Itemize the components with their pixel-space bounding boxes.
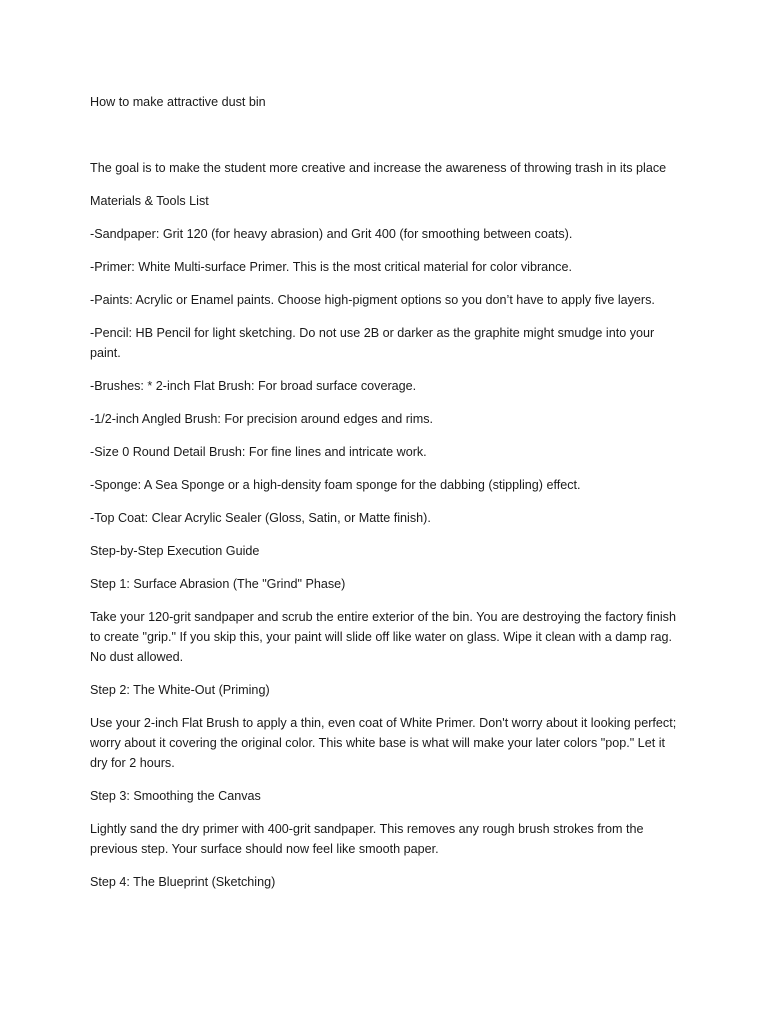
step-2-heading: Step 2: The White-Out (Priming) (90, 683, 270, 697)
material-sandpaper: -Sandpaper: Grit 120 (for heavy abrasion) and Grit 400 (for smoothing between coats). (90, 227, 573, 241)
material-primer: -Primer: White Multi-surface Primer. This is the most critical material for color vibrance. (90, 260, 572, 274)
document-body (90, 92, 680, 905)
guide-heading: Step-by-Step Execution Guide (90, 544, 260, 558)
material-top-coat: -Top Coat: Clear Acrylic Sealer (Gloss, Satin, or Matte finish). (90, 511, 431, 525)
material-brushes: -Brushes: * 2-inch Flat Brush: For broad surface coverage. (90, 379, 417, 393)
material-paints: -Paints: Acrylic or Enamel paints. Choose high-pigment options so you don’t have to apply five layers. (90, 293, 655, 307)
material-sponge: -Sponge: A Sea Sponge or a high-density foam sponge for the dabbing (stippling) effect. (90, 478, 581, 492)
step-1-body: Take your 120-grit sandpaper and scrub the entire exterior of the bin. You are destroying the factory finish to create "grip." If you skip this, your paint will slide off like water on glass. Wipe it clean with a damp rag. No dust allowed. (90, 610, 676, 664)
document-title: How to make attractive dust bin (90, 95, 266, 109)
step-4-heading: Step 4: The Blueprint (Sketching) (90, 875, 276, 889)
step-2-body: Use your 2-inch Flat Brush to apply a thin, even coat of White Primer. Don't worry about it looking perfect; worry about it covering the original color. This white base is what will make your later colors "pop." Let it dry for 2 hours. (90, 716, 677, 770)
goal-paragraph: The goal is to make the student more creative and increase the awareness of throwing trash in its place (90, 161, 667, 175)
materials-heading: Materials & Tools List (90, 194, 209, 208)
step-3-body: Lightly sand the dry primer with 400-grit sandpaper. This removes any rough brush strokes from the previous step. Your surface should now feel like smooth paper. (90, 822, 644, 856)
material-detail-brush: -Size 0 Round Detail Brush: For fine lines and intricate work. (90, 445, 427, 459)
step-1-heading: Step 1: Surface Abrasion (The "Grind" Phase) (90, 577, 346, 591)
material-angled-brush: -1/2-inch Angled Brush: For precision around edges and rims. (90, 412, 434, 426)
material-pencil: -Pencil: HB Pencil for light sketching. Do not use 2B or darker as the graphite might smudge into your paint. (90, 326, 655, 360)
step-3-heading: Step 3: Smoothing the Canvas (90, 789, 261, 803)
